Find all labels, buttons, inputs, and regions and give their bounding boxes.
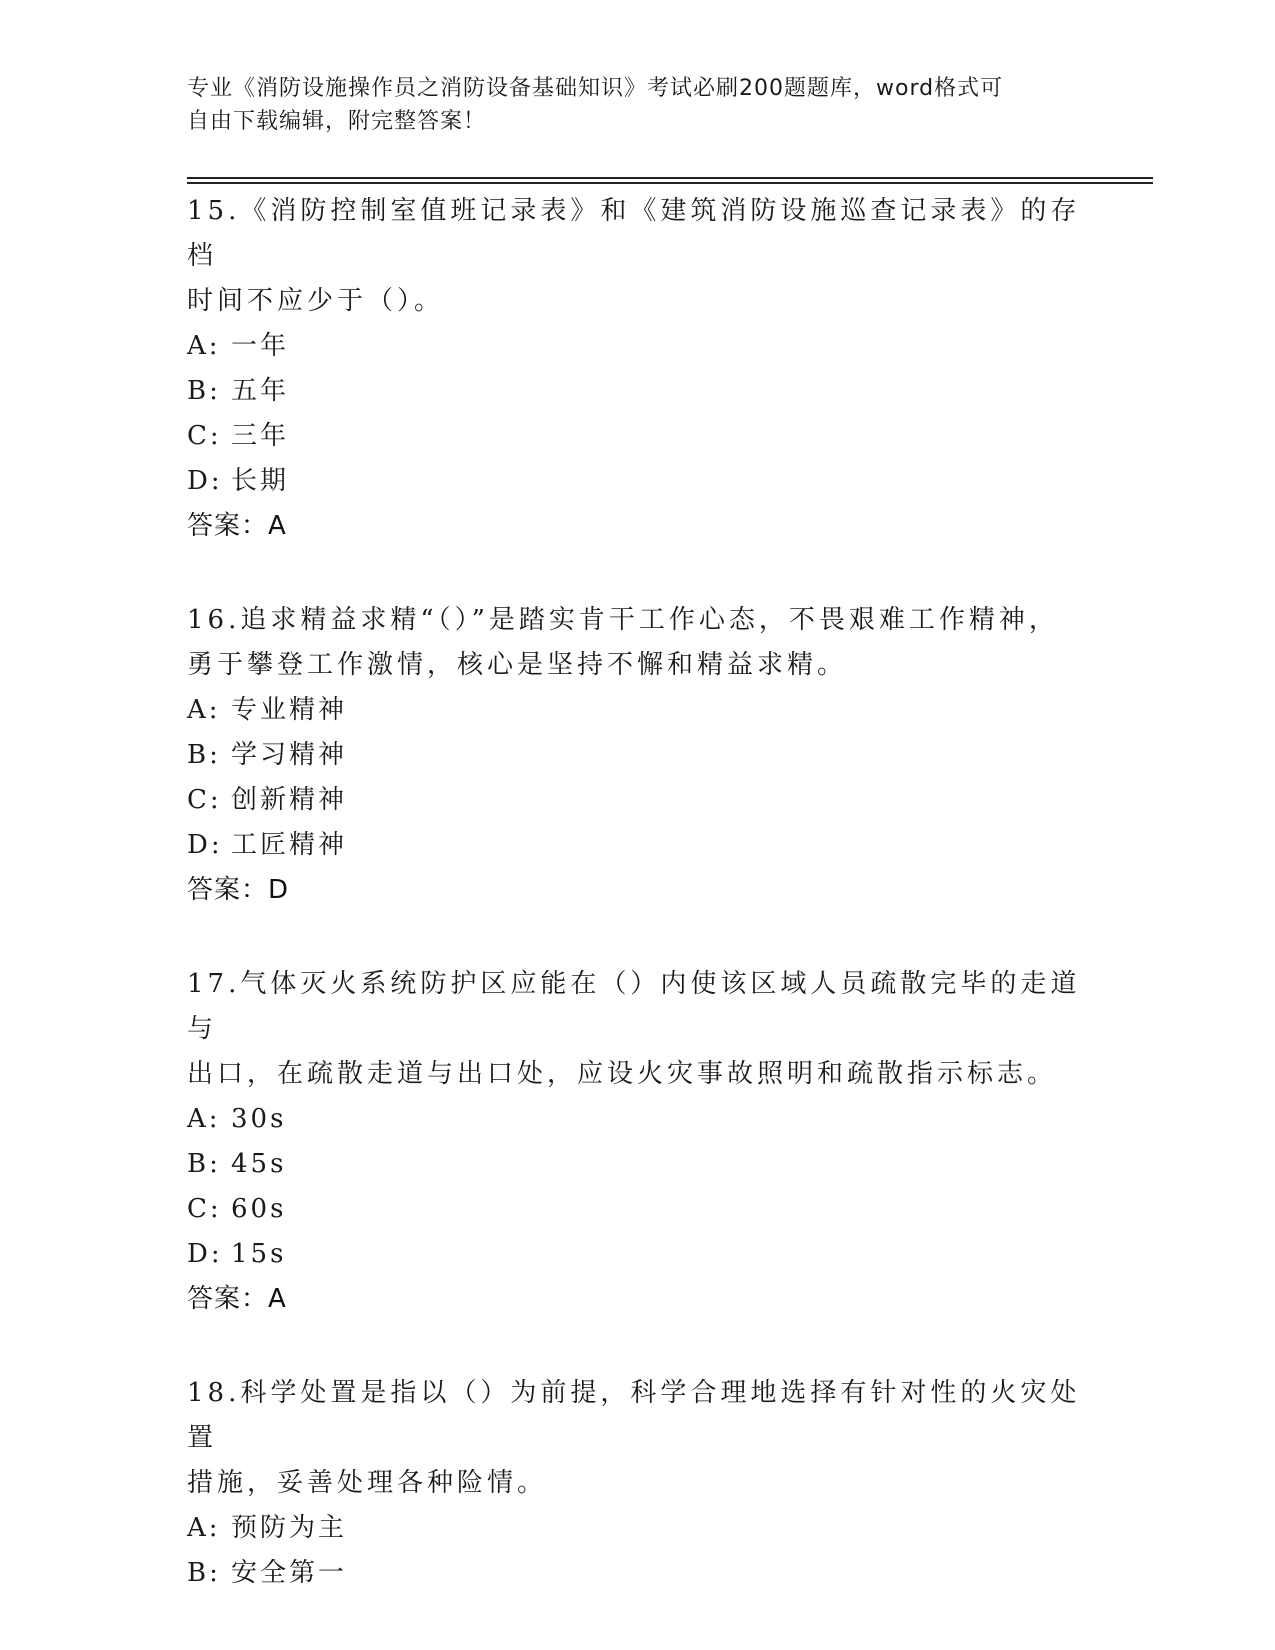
option-b	[187, 733, 1107, 778]
option-text: 五年	[231, 376, 290, 406]
question-17	[187, 960, 1107, 1322]
option-c	[187, 1187, 1107, 1232]
option-letter: B:	[187, 376, 221, 406]
option-text: 一年	[231, 331, 290, 361]
option-text: 学习精神	[231, 740, 348, 770]
option-a	[187, 1506, 1107, 1551]
option-letter: B:	[187, 1558, 221, 1588]
option-a	[187, 324, 1107, 369]
question-stem	[187, 596, 1107, 688]
option-letter: A:	[187, 1104, 221, 1134]
question-stem-line: 17.气体灭火系统防护区应能在（）内使该区域人员疏散完毕的走道与	[187, 969, 1081, 1044]
option-letter: B:	[187, 1149, 221, 1179]
answer-label: 答案：D	[187, 875, 290, 905]
question-stem-line: 15.《消防控制室值班记录表》和《建筑消防设施巡查记录表》的存档	[187, 196, 1081, 271]
option-c	[187, 414, 1107, 459]
option-text: 长期	[231, 466, 290, 496]
header-divider-top	[187, 177, 1153, 179]
option-letter: C:	[187, 785, 222, 815]
option-d	[187, 1232, 1107, 1277]
option-text: 预防为主	[231, 1513, 348, 1543]
header-divider-bottom	[187, 182, 1153, 184]
option-letter: A:	[187, 331, 221, 361]
question-stem	[187, 960, 1107, 1097]
option-text: 15s	[231, 1239, 287, 1269]
question-stem-line: 勇于攀登工作激情，核心是坚持不懈和精益求精。	[187, 650, 848, 680]
option-text: 三年	[231, 421, 290, 451]
option-text: 安全第一	[231, 1558, 348, 1588]
option-c	[187, 778, 1107, 823]
option-a	[187, 1097, 1107, 1142]
option-d	[187, 459, 1107, 504]
option-a	[187, 688, 1107, 733]
answer-label: 答案：A	[187, 511, 287, 541]
question-16	[187, 596, 1107, 913]
document-header	[187, 72, 1087, 138]
header-line-2: 自由下载编辑，附完整答案！	[187, 109, 487, 134]
option-d	[187, 823, 1107, 868]
option-text: 工匠精神	[231, 830, 348, 860]
question-stem	[187, 1369, 1107, 1506]
answer-label: 答案：A	[187, 1284, 287, 1314]
option-text: 专业精神	[231, 695, 348, 725]
option-letter: D:	[187, 466, 223, 496]
option-b	[187, 1551, 1107, 1596]
option-letter: B:	[187, 740, 221, 770]
question-stem-line: 出口，在疏散走道与出口处，应设火灾事故照明和疏散指示标志。	[187, 1059, 1058, 1089]
question-18	[187, 1369, 1107, 1596]
option-b	[187, 1142, 1107, 1187]
question-stem-line: 16.追求精益求精“（）”是踏实肯干工作心态，不畏艰难工作精神，	[187, 605, 1059, 635]
question-stem-line: 时间不应少于（）。	[187, 286, 445, 316]
option-text: 30s	[231, 1104, 287, 1134]
option-letter: A:	[187, 695, 221, 725]
option-letter: C:	[187, 421, 222, 451]
option-text: 45s	[231, 1149, 287, 1179]
question-list	[187, 187, 1107, 1643]
option-b	[187, 369, 1107, 414]
question-stem-line: 措施，妥善处理各种险情。	[187, 1468, 548, 1498]
header-line-1: 专业《消防设施操作员之消防设备基础知识》考试必刷200题题库，word格式可	[187, 76, 1004, 101]
question-stem-line: 18.科学处置是指以（）为前提，科学合理地选择有针对性的火灾处置	[187, 1378, 1081, 1453]
option-text: 60s	[231, 1194, 287, 1224]
option-letter: D:	[187, 830, 223, 860]
option-letter: D:	[187, 1239, 223, 1269]
question-15	[187, 187, 1107, 549]
option-text: 创新精神	[231, 785, 348, 815]
option-letter: C:	[187, 1194, 222, 1224]
option-letter: A:	[187, 1513, 221, 1543]
question-stem	[187, 187, 1107, 324]
